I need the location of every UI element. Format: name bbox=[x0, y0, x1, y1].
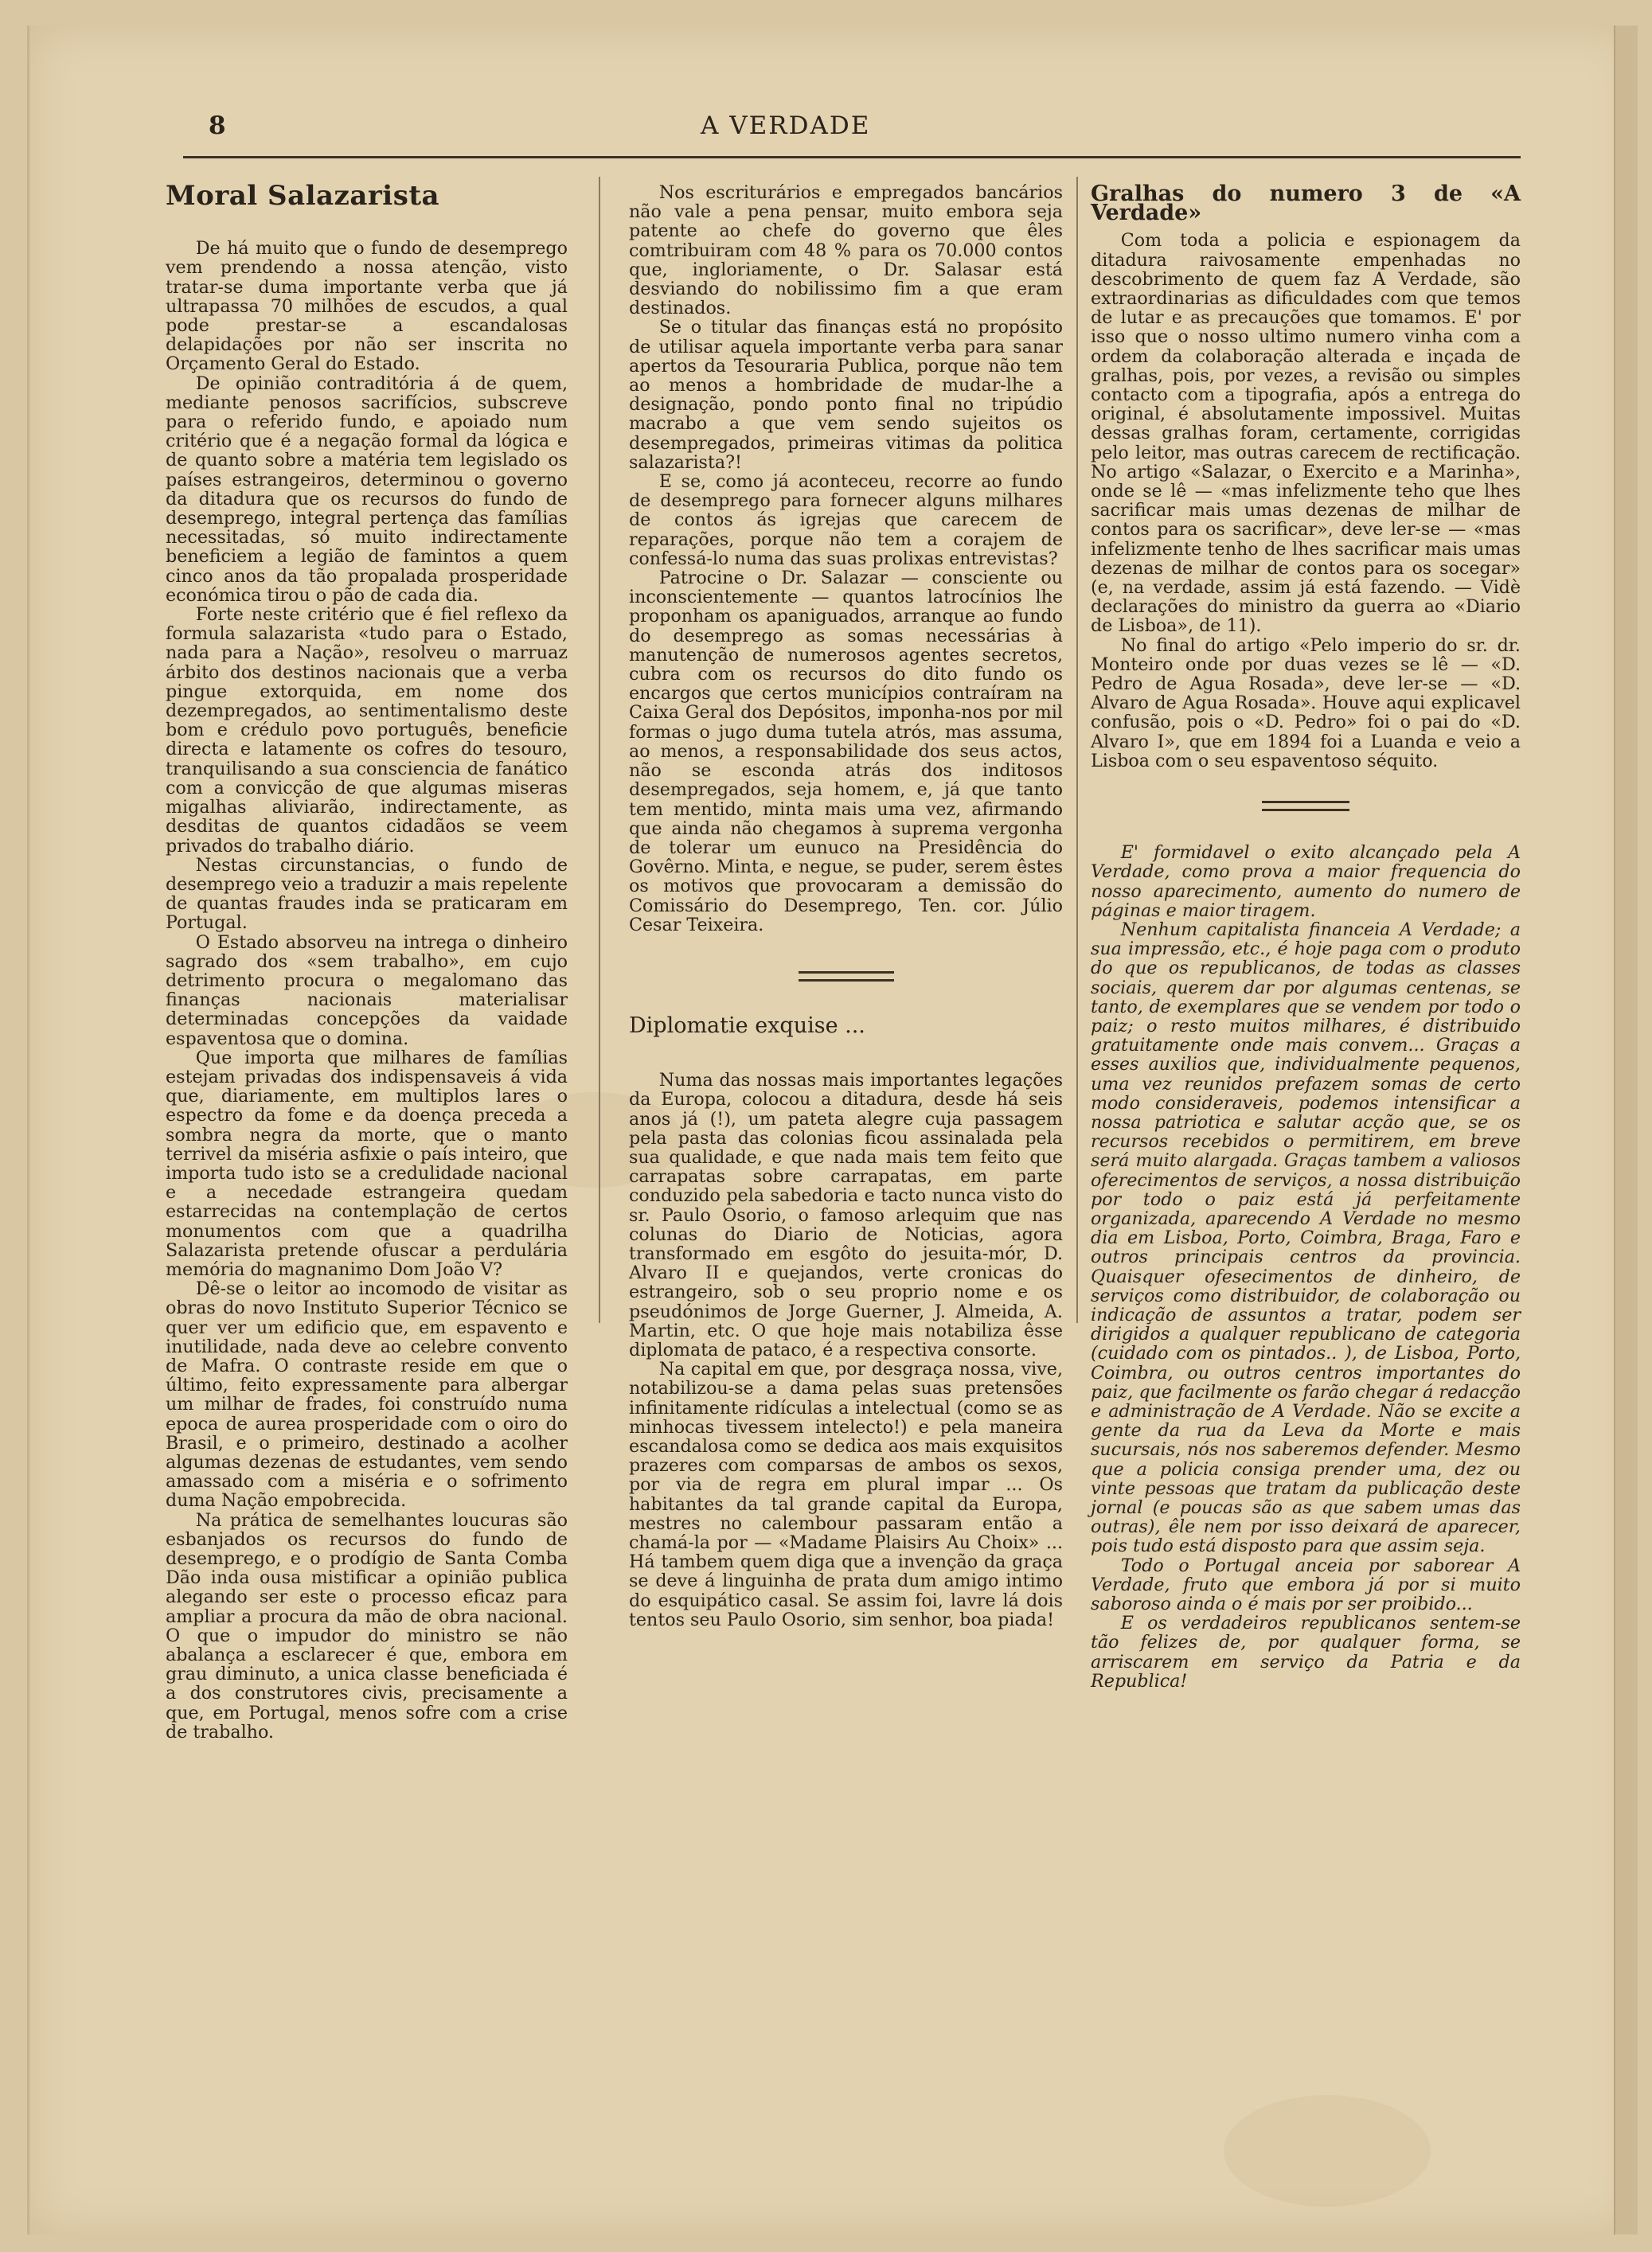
notice-paragraph: Nenhum capitalista financeia A Verdade; a sua impressão, etc., é hoje paga com o produto do que os republicanos, de todas as classes sociais, querem dar por algumas centenas, se tanto, de exemplares que se vendem por todo o paiz; o resto muitos milhares, é distribuido gratuitamente onde mais convem... Graças a esses auxilios que, individualmente pequenos, uma vez reunidos prefazem somas de certo modo consideraveis, podemos intensificar a nossa patriotica e salutar acção que, se os recursos recebidos o permitirem, em breve será muito alargada. Graças tambem a valiosos oferecimentos de serviços, a nossa distribuição por todo o paiz está já perfeitamente organizada, aparecendo A Verdade no mesmo dia em Lisboa, Porto, Coimbra, Braga, Faro e outros principais centros da provincia. Quaisquer ofesecimentos de dinheiro, de serviços como distribuidor, de colaboração ou indicação de assuntos a tratar, podem ser dirigidos a qualquer republicano de categoria (cuidado com os pintados.. ), de Lisboa, Porto, Coimbra, ou outros centros importantes do paiz, que facilmente os farão chegar á redacção e administração de A Verdade. Não se excite a gente da rua da Leva da Morte e mais sucursais, nós nos saberemos defender. Mesmo que a policia consiga prender uma, dez ou vinte pessoas que tratam da publicação deste jornal (e poucas são as que sabem umas das outras), êle nem por isso deixará de aparecer, pois tudo está disposto para que assim seja. bbox=[1091, 919, 1521, 1557]
column-2 bbox=[629, 183, 1063, 1629]
section-divider bbox=[1262, 801, 1349, 811]
column-3 bbox=[1091, 183, 1521, 1691]
page-number: 8 bbox=[209, 111, 226, 140]
article-paragraph: Nestas circunstancias, o fundo de desemprego veio a traduzir a mais repelente de quantas fraudes inda se praticaram em Portugal. bbox=[166, 854, 568, 934]
article-paragraph: O Estado absorveu na intrega o dinheiro sagrado dos «sem trabalho», em cujo detrimento procura o megalomano das finanças nacionais materialisar determinadas concepções da vaidade espaventosa que o domina. bbox=[166, 931, 568, 1049]
article-paragraph: Se o titular das finanças está no propósito de utilisar aquela importante verba para sanar apertos da Tesouraria Publica, porque não tem ao menos a hombridade de mudar-lhe a designação, pondo ponto final no tripúdio macrabo a que vem sendo sujeitos os desempregados, primeiras vitimas da politica salazarista?! bbox=[629, 317, 1063, 473]
paper-edge bbox=[1614, 25, 1638, 2234]
notice-paragraph: E os verdadeiros republicanos sentem-se tão felizes de, por qualquer forma, se arriscarem em serviço da Patria e da Republica! bbox=[1091, 1613, 1521, 1692]
article-paragraph: Numa das nossas mais importantes legações da Europa, colocou a ditadura, desde há seis anos já (!), um pateta alegre cuja passagem pela pasta das colonias ficou assinalada pela sua qualidade, e que nada mais tem feito que carrapatas sobre carrapatas, em parte conduzido pela sabedoria e tacto nunca visto do sr. Paulo Osorio, o famoso arlequim que nas colunas do Diario de Noticias, agora transformado em esgôto do jesuita-mór, D. Alvaro II e quejandos, verte cronicas do estrangeiro, sob o seu proprio nome e os pseudónimos de Jorge Guerner, J. Almeida, A. Martin, etc. O que hoje mais notabiliza êsse diplomata de pataco, é a respectiva consorte. bbox=[629, 1070, 1063, 1360]
article-title: Diplomatie exquise ... bbox=[629, 1013, 865, 1038]
notice-paragraph: Todo o Portugal anceia por saborear A Verdade, fruto que embora já por si muito saboroso ainda o é mais por ser proibido... bbox=[1091, 1555, 1521, 1615]
article-paragraph: Nos escriturários e empregados bancários não vale a pena pensar, muito embora seja patente ao chefe do governo que êles comtribuiram com 48 % para os 70.000 contos que, ingloriamente, o Dr. Salasar está desviando do nobilissimo fim a que eram destinados. bbox=[629, 182, 1063, 319]
article-paragraph: De há muito que o fundo de desemprego vem prendendo a nossa atenção, visto tratar-se duma importante verba que já ultrapassa 70 milhões de escudos, a qual pode prestar-se a escandalosas delapidações por não ser inscrita no Orçamento Geral do Estado. bbox=[166, 238, 568, 375]
article-paragraph: E se, como já aconteceu, recorre ao fundo de desemprego para fornecer alguns milhares de contos ás igrejas que carecem de reparações, porque não tem a corajem de confessá-lo numa das suas prolixas entrevistas? bbox=[629, 471, 1063, 569]
article-title: Moral Salazarista bbox=[166, 180, 440, 212]
masthead: A VERDADE bbox=[701, 111, 871, 140]
column-rule bbox=[599, 177, 600, 1323]
header-rule bbox=[183, 156, 1521, 158]
notice-paragraph: E' formidavel o exito alcançado pela A Verdade, como prova a maior frequencia do nosso aparecimento, aumento do numero de páginas e maior tiragem. bbox=[1091, 842, 1521, 921]
article-paragraph: Forte neste critério que é fiel reflexo da formula salazarista «tudo para o Estado, nada para a Nação», resolveu o marruaz árbito dos destinos nacionais que a verba pingue extorquida, em nome dos dezempregados, ao sentimentalismo deste bom e crédulo povo português, beneficie directa e latamente os cofres do tesouro, tranquilisando a sua consciencia de fanático com a convicção de que algumas miseras migalhas aliviarão, indirectamente, as desditas de quantos cidadãos se veem privados do trabalho diário. bbox=[166, 604, 568, 857]
paper-stain bbox=[1224, 2095, 1431, 2207]
article-paragraph: Dê-se o leitor ao incomodo de visitar as obras do novo Instituto Superior Técnico se quer ver um edificio que, em espavento e inutilidade, nada deve ao celebre convento de Mafra. O contraste reside em que o último, feito expressamente para albergar um milhar de frades, foi construído numa epoca de aurea prosperidade com o oiro do Brasil, e o primeiro, destinado a acolher algumas dezenas de estudantes, vem sendo amassado com a miséria e o sofrimento duma Nação empobrecida. bbox=[166, 1278, 568, 1512]
article-paragraph: Com toda a policia e espionagem da ditadura raivosamente empenhadas no descobrimento de quem faz A Verdade, são extraordinarias as dificuldades com que temos de lutar e as precauções que tomamos. E' por isso que o nosso ultimo numero vinha com a ordem da colaboração alterada e inçada de gralhas, pois, por vezes, a revisão ou simples contacto com a tipografia, após a entrega do original, é absolutamente impossivel. Muitas dessas gralhas foram, certamente, corrigidas pelo leitor, mas outras carecem de rectificação. No artigo «Salazar, o Exercito e a Marinha», onde se lê — «mas infelizmente teho que lhes sacrificar mais umas dezenas de milhar de contos para os sacrificar», deve ler-se — «mas infelizmente tenho de lhes sacrificar mais umas dezenas de milhar de contos para os socegar» (e, na verdade, assim já está fazendo. — Vidè declarações do ministro da guerra ao «Diario de Lisboa», de 11). bbox=[1091, 230, 1521, 637]
article-title: Gralhas do numero 3 de «A Verdade» bbox=[1091, 181, 1521, 226]
article-paragraph: De opinião contraditória á de quem, mediante penosos sacrifícios, subscreve para o referido fundo, e apoiado num critério que é a negação formal da lógica e de quanto sobre a matéria tem legislado os países estrangeiros, determinou o governo da ditadura que os recursos do fundo de desemprego, integral pertença das famílias necessitadas, só muito indirectamente beneficiem a legião de famintos a quem cinco anos da tão propalada prosperidade económica tirou o pão de cada dia. bbox=[166, 373, 568, 606]
article-paragraph: Na prática de semelhantes loucuras são esbanjados os recursos do fundo de desemprego, e o prodígio de Santa Comba Dão inda ousa mistificar a opinião publica alegando ser este o processo eficaz para ampliar a procura da mão de obra nacional. O que o impudor do ministro se não abalança a esclarecer é que, embora em grau diminuto, a unica classe beneficiada é a dos construtores civis, precisamente a que, em Portugal, menos sofre com a crise de trabalho. bbox=[166, 1509, 568, 1743]
section-divider bbox=[799, 971, 894, 982]
article-paragraph: Patrocine o Dr. Salazar — consciente ou inconscientemente — quantos latrocínios lhe proponham os apaniguados, arranque ao fundo do desemprego as somas necessárias à manutenção de numerosos agentes secretos, cubra com os recursos do dito fundo os encargos que certos municípios contraíram na Caixa Geral dos Depósitos, imponha-nos por mil formas o jugo duma tutela atrós, mas assuma, ao menos, a responsabilidade dos seus actos, não se esconda atrás dos inditosos desempregados, seja homem, e, já que tanto tem mentido, minta mais uma vez, afirmando que ainda não chegamos à suprema vergonha de tolerar um eunuco na Presidência do Govêrno. Minta, e negue, se puder, serem êstes os motivos que provocaram a demissão do Comissário do Desemprego, Ten. cor. Júlio Cesar Teixeira. bbox=[629, 568, 1063, 935]
column-1 bbox=[166, 180, 568, 1743]
column-rule bbox=[1076, 177, 1078, 1323]
article-paragraph: No final do artigo «Pelo imperio do sr. dr. Monteiro onde por duas vezes se lê — «D. Pedro de Agua Rosada», deve ler-se — «D. Alvaro de Agua Rosada». Houve aqui explicavel confusão, pois o «D. Pedro» foi o pai do «D. Alvaro I», que em 1894 foi a Luanda e veio a Lisboa com o seu espaventoso séquito. bbox=[1091, 634, 1521, 771]
article-paragraph: Na capital em que, por desgraça nossa, vive, notabilizou-se a dama pelas suas pretensões infinitamente ridículas a intelectual (como se as minhocas tivessem intelecto!) e pela maneira escandalosa como se dedica aos mais exquisitos prazeres com comparsas de ambos os sexos, por via de regra em plural impar ... Os habitantes da tal grande capital da Europa, mestres no calembour passaram então a chamá-la por — «Madame Plaisirs Au Choix» ... Há tambem quem diga que a invenção da graça se deve á linguinha de prata dum amigo intimo do esquipático casal. Se assim foi, lavre lá dois tentos seu Paulo Osorio, sim senhor, boa piada! bbox=[629, 1359, 1063, 1630]
article-paragraph: Que importa que milhares de famílias estejam privadas dos indispensaveis á vida que, diariamente, em multiplos lares o espectro da fome e da doença preceda a sombra negra da morte, que o manto terrivel da miséria asfixie o país inteiro, que importa tudo isto se a credulidade nacional e a necedade estrangeira quedam estarrecidas na contemplação de certos monumentos com que a quadrilha Salazarista pretende ofuscar a perdulária memória do magnanimo Dom João V? bbox=[166, 1047, 568, 1280]
